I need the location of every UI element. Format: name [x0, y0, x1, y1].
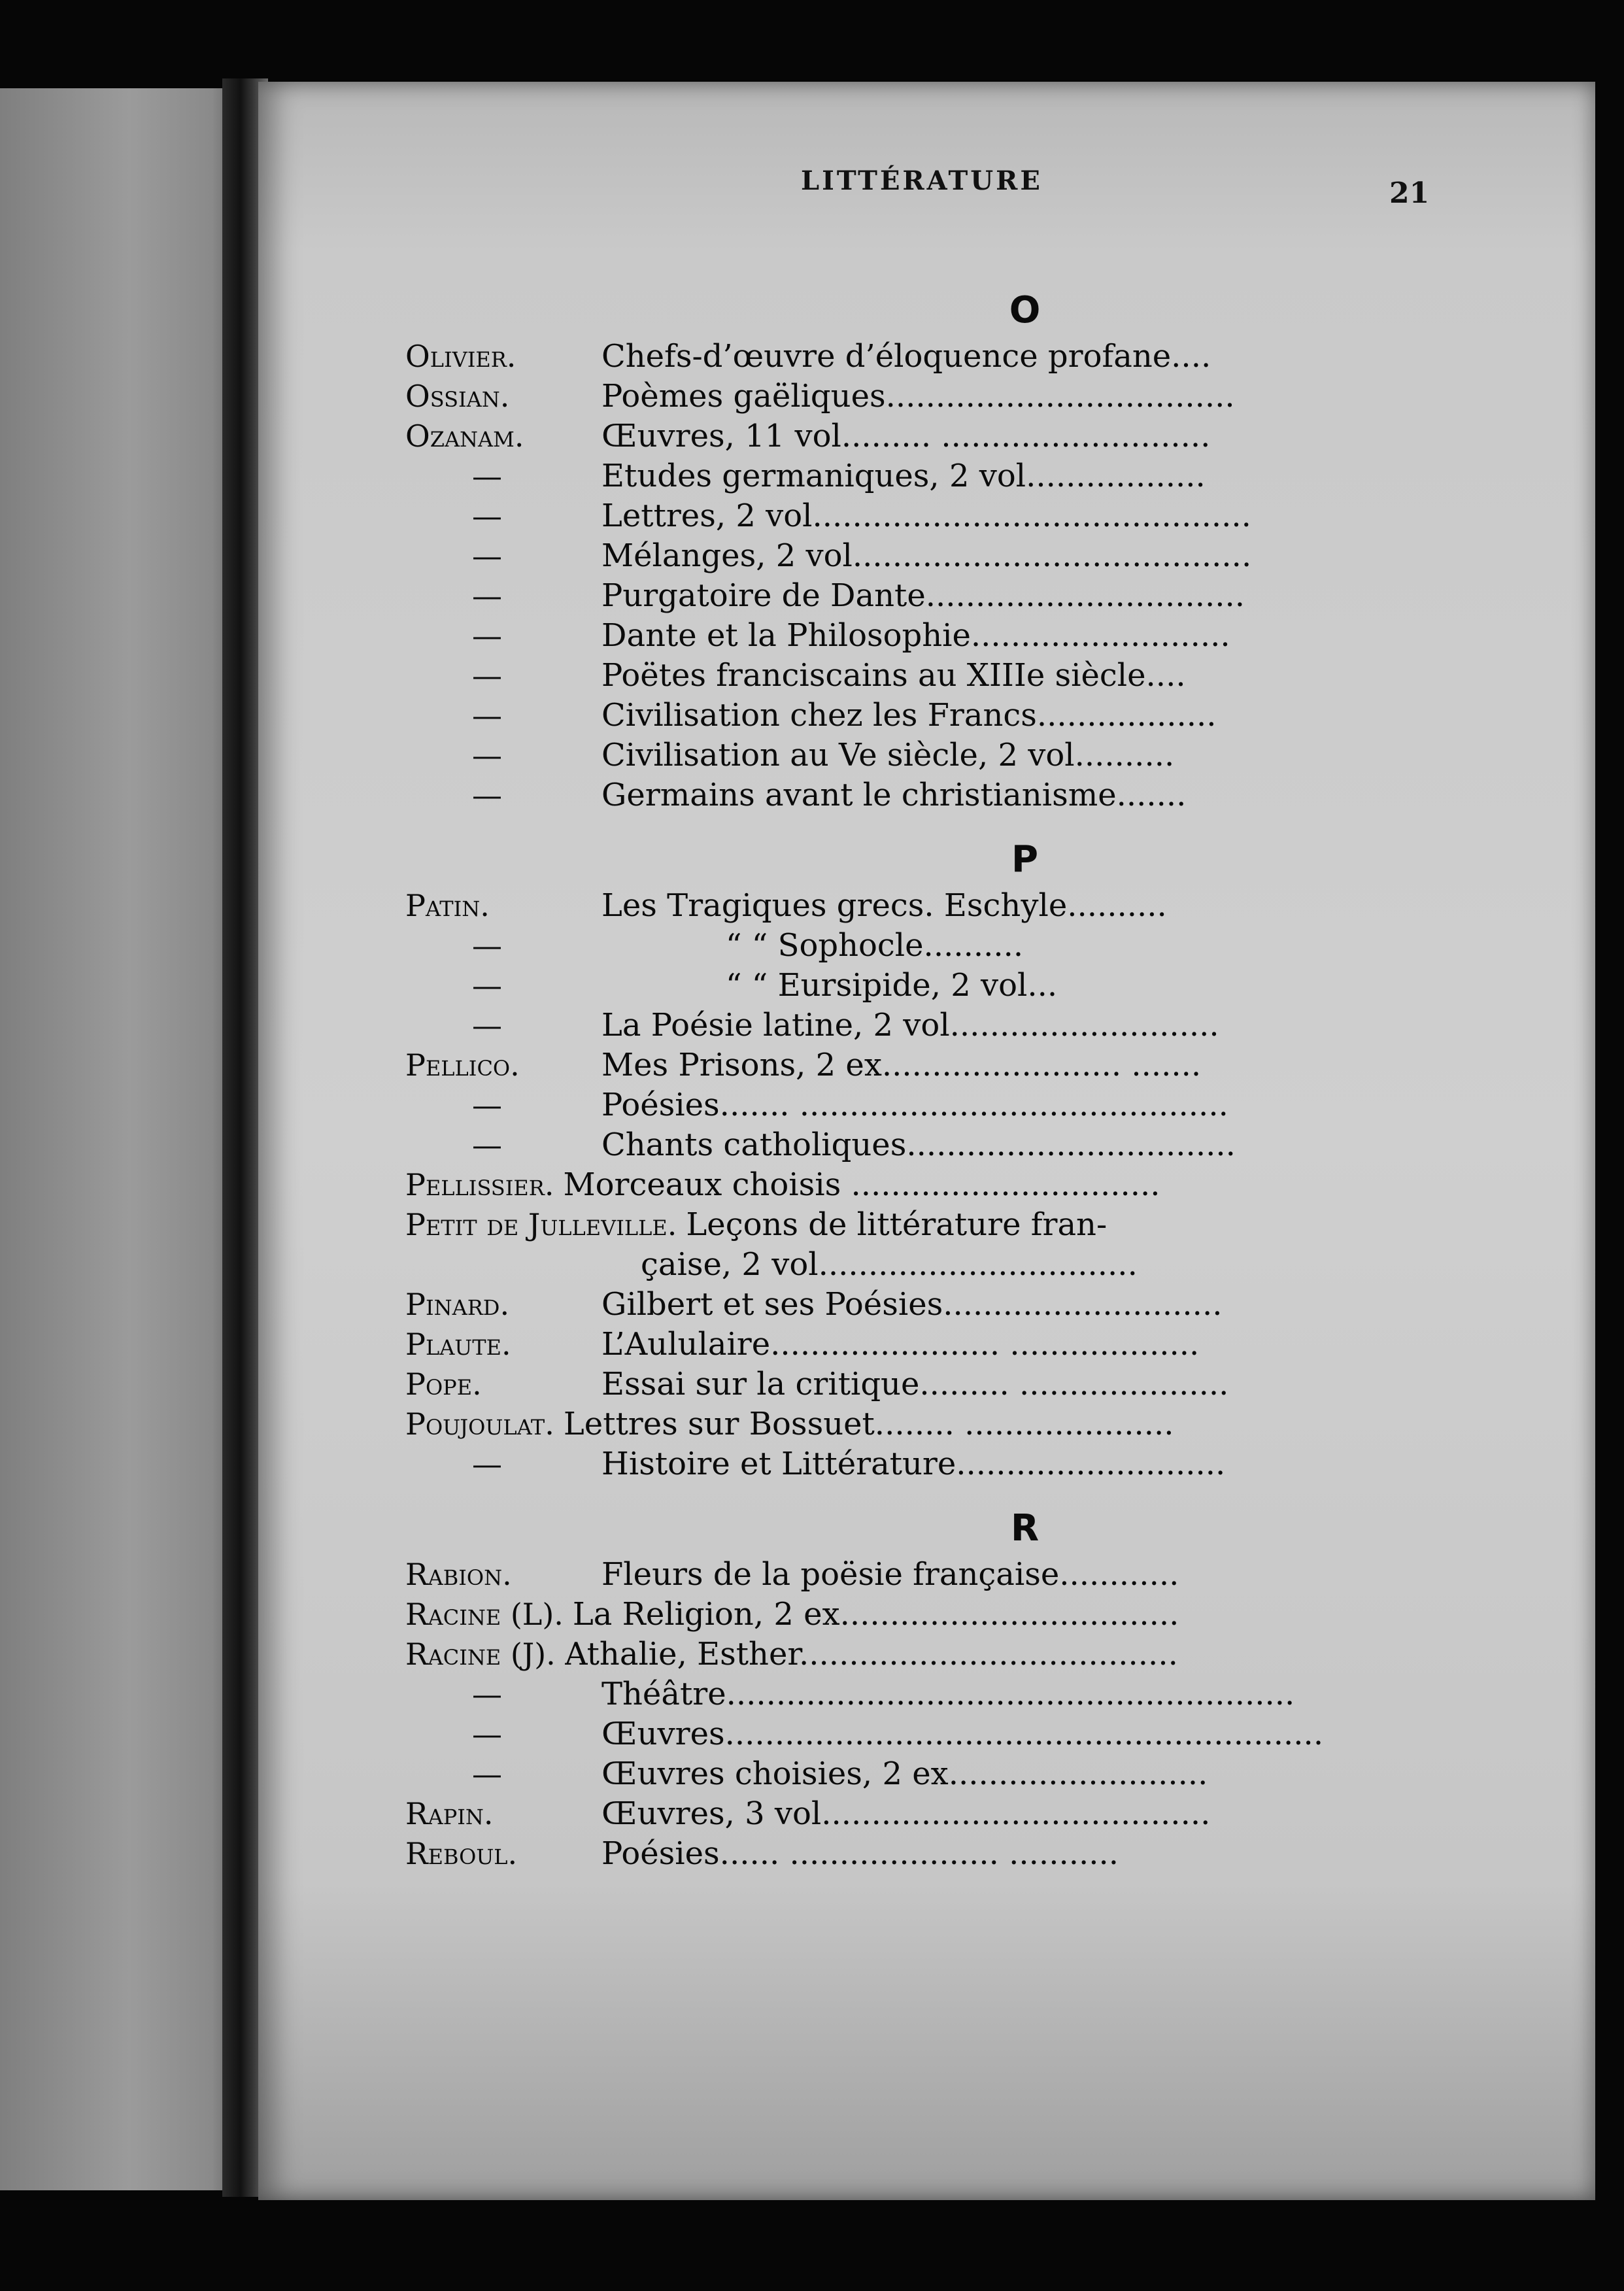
title: Mes Prisons, 2 ex........................ ....... [601, 1047, 1202, 1083]
author: Rapin. [405, 1796, 494, 1831]
ditto-dash: — [472, 658, 502, 693]
list-item [405, 1165, 1553, 1205]
ditto-dash: — [472, 1087, 502, 1123]
title: Purgatoire de Dante................................ [601, 577, 1245, 614]
title: “ “ Sophocle.......... [726, 927, 1024, 964]
ditto-dash: — [472, 1127, 502, 1162]
author: Ossian. [405, 379, 510, 414]
author: Racine (L). [405, 1597, 564, 1632]
title: Œuvres, 3 vol....................................... [601, 1795, 1211, 1832]
title: L’Aululaire....................... ................... [601, 1326, 1200, 1363]
title: La Religion, 2 ex.................................. [572, 1596, 1179, 1633]
list-item [405, 1444, 1553, 1484]
author: Patin. [405, 888, 490, 923]
author: Pope. [405, 1366, 482, 1402]
title: Germains avant le christianisme....... [601, 777, 1187, 813]
ditto-dash: — [472, 578, 502, 613]
section-p [405, 834, 1553, 1484]
author: Pinard. [405, 1287, 510, 1322]
author: Olivier. [405, 339, 516, 374]
ditto-dash: — [472, 1756, 502, 1791]
title: Poésies....... ........................................... [601, 1087, 1228, 1123]
title: Dante et la Philosophie.......................... [601, 617, 1230, 654]
author: Poujoulat. [405, 1406, 554, 1442]
list-item [405, 1834, 1553, 1874]
list-item [405, 337, 1553, 377]
list-item [405, 1205, 1553, 1245]
author: Ozanam. [405, 418, 524, 454]
author: Petit de Julleville. [405, 1207, 677, 1242]
facing-page-edge [0, 88, 235, 2190]
title: Les Tragiques grecs. Eschyle.......... [601, 887, 1167, 924]
title: Morceaux choisis ............................... [563, 1166, 1160, 1203]
list-item [405, 886, 1553, 926]
running-title: LITTÉRATURE [801, 165, 1043, 196]
ditto-dash: — [472, 777, 502, 813]
list-item [405, 1006, 1553, 1045]
title: Poésies...... ..................... ........... [601, 1835, 1119, 1872]
section-letter: P [1011, 838, 1039, 881]
list-item [405, 1714, 1553, 1754]
title: Gilbert et ses Poésies............................ [601, 1286, 1223, 1323]
title: Œuvres choisies, 2 ex.......................... [601, 1756, 1208, 1792]
title: Etudes germaniques, 2 vol.................. [601, 458, 1206, 494]
list-item [405, 1085, 1553, 1125]
ditto-dash: — [472, 538, 502, 573]
title: Théâtre......................................................... [601, 1676, 1295, 1712]
list-item [405, 536, 1553, 576]
title: Poëtes franciscains au XIIIe siècle.... [601, 657, 1186, 694]
author: Rabion. [405, 1557, 512, 1592]
list-item [405, 736, 1553, 775]
section-o [405, 284, 1553, 815]
ditto-dash: — [472, 928, 502, 963]
title: Athalie, Esther...................................... [564, 1636, 1178, 1672]
title: Histoire et Littérature........................... [601, 1446, 1226, 1482]
section-r [405, 1502, 1553, 1874]
list-item [405, 616, 1553, 656]
ditto-dash: — [472, 698, 502, 733]
author: Pellico. [405, 1047, 520, 1083]
title: Lettres, 2 vol............................................ [601, 498, 1251, 534]
ditto-dash: — [472, 498, 502, 534]
list-item [405, 1595, 1553, 1635]
ditto-dash: — [472, 1008, 502, 1043]
ditto-dash: — [472, 618, 502, 653]
list-item [405, 966, 1553, 1006]
catalog-page [258, 82, 1595, 2200]
list-item [405, 1125, 1553, 1165]
section-letter: R [1010, 1507, 1040, 1550]
title: çaise, 2 vol................................ [641, 1246, 1138, 1283]
title: Civilisation chez les Francs.................. [601, 697, 1217, 734]
title: Civilisation au Ve siècle, 2 vol.......... [601, 737, 1175, 773]
title: Leçons de littérature fran- [686, 1206, 1108, 1243]
author: Racine (J). [405, 1637, 556, 1672]
ditto-dash: — [472, 968, 502, 1003]
list-item [405, 1674, 1553, 1714]
title: Chefs-d’œuvre d’éloquence profane.... [601, 338, 1211, 375]
list-item [405, 1365, 1553, 1404]
page-number: 21 [1389, 177, 1430, 210]
author: Plaute. [405, 1327, 511, 1362]
catalog-list [405, 284, 1553, 1892]
list-item [405, 377, 1553, 416]
list-item [405, 1794, 1553, 1834]
list-item [405, 496, 1553, 536]
list-item [405, 696, 1553, 736]
title: Chants catholiques................................. [601, 1127, 1236, 1163]
title: Lettres sur Bossuet........ ..................... [563, 1406, 1174, 1442]
section-letter: O [1009, 289, 1041, 331]
ditto-dash: — [472, 1716, 502, 1752]
list-item [405, 1555, 1553, 1595]
title: Essai sur la critique......... ..................... [601, 1366, 1229, 1402]
title: La Poésie latine, 2 vol........................... [601, 1007, 1219, 1044]
title: “ “ Eursipide, 2 vol... [726, 967, 1058, 1004]
author: Reboul. [405, 1836, 518, 1871]
ditto-dash: — [472, 738, 502, 773]
list-item [405, 576, 1553, 616]
ditto-dash: — [472, 1676, 502, 1712]
list-item [405, 1325, 1553, 1365]
list-item [405, 416, 1553, 456]
list-item [405, 926, 1553, 966]
list-item [405, 775, 1553, 815]
list-item [405, 1754, 1553, 1794]
author: Pellissier. [405, 1167, 554, 1202]
title: Fleurs de la poësie française............ [601, 1556, 1179, 1593]
ditto-dash: — [472, 458, 502, 494]
list-item [405, 656, 1553, 696]
ditto-dash: — [472, 1446, 502, 1482]
list-item-continuation [405, 1245, 1553, 1285]
title: Mélanges, 2 vol........................................ [601, 537, 1252, 574]
list-item [405, 1045, 1553, 1085]
list-item [405, 1404, 1553, 1444]
list-item [405, 1635, 1553, 1674]
title: Œuvres, 11 vol......... ........................... [601, 418, 1211, 454]
list-item [405, 1285, 1553, 1325]
title: Poèmes gaëliques................................... [601, 378, 1235, 415]
title: Œuvres............................................................ [601, 1716, 1324, 1752]
list-item [405, 456, 1553, 496]
